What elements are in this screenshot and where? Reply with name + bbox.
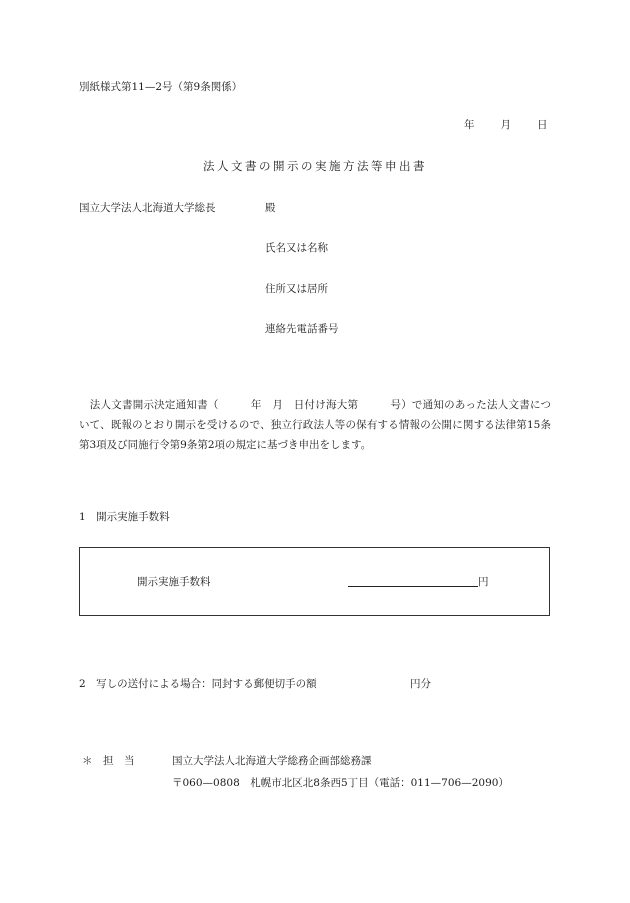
request-paragraph: 法人文書開示決定通知書（ 年 月 日付け海大第 号）で通知のあった法人文書について、既報のとおり開示を受けるので、独立行政法人等の保有する情報の公開に関する法律第15条第3項及び同施行令第9条第2項の規定に基づき申出をします。: [79, 399, 551, 451]
date-year: 年: [464, 119, 475, 131]
stamp-amount-unit: 円分: [410, 678, 431, 690]
date-day: 日: [537, 119, 548, 131]
addressee-honorific: 殿: [265, 202, 276, 214]
fee-amount-line: [348, 586, 478, 587]
fee-label: 開示実施手数料: [137, 576, 211, 588]
document-title: 法人文書の開示の実施方法等申出書: [203, 159, 427, 173]
addressee-name: 国立大学法人北海道大学総長: [79, 202, 216, 214]
contact-address: 〒060—0808 札幌市北区北8条西5丁目（電話：011—706—2090）: [172, 777, 509, 789]
date-month: 月: [500, 119, 511, 131]
contact-organization: 国立大学法人北海道大学総務企画部総務課: [172, 755, 372, 767]
fee-unit: 円: [478, 576, 489, 588]
section-2-heading: 2 写しの送付による場合：同封する郵便切手の額: [79, 678, 317, 690]
applicant-name-label: 氏名又は名称: [265, 242, 328, 254]
date-line: [464, 120, 548, 131]
section-1-heading: 1 開示実施手数料: [79, 511, 170, 523]
form-number: 別紙様式第11—2号（第9条関係）: [79, 81, 243, 93]
contact-label: 担 当: [103, 755, 135, 767]
applicant-phone-label: 連絡先電話番号: [265, 323, 339, 335]
contact-marker: ＊: [82, 755, 93, 767]
applicant-address-label: 住所又は居所: [265, 283, 328, 295]
